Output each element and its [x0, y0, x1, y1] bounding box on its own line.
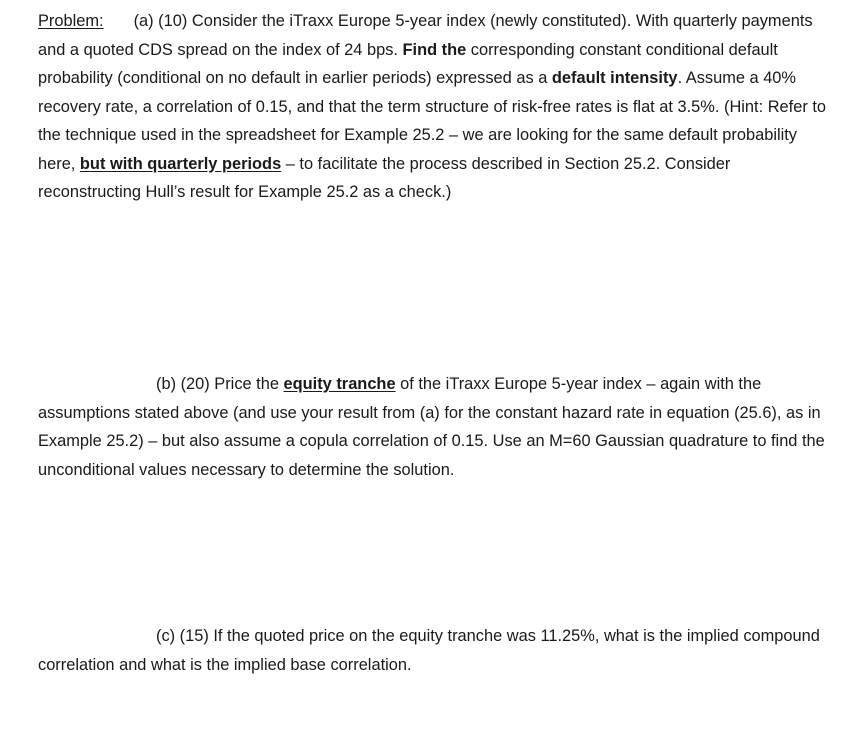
part-a-text-2: corresponding constant conditional default probability (conditional on no default in earlier periods) expressed as a	[38, 40, 778, 87]
problem-part-a	[38, 7, 828, 207]
part-b-bold-equity-tranche: equity tranche	[283, 375, 396, 393]
part-a-text-4: – to facilitate the process described in Section 25.2. Consider reconstructing Hull’s result for Example 25.2 as a check.)	[38, 154, 731, 201]
part-c-text-1: (c) (15) If the quoted price on the equity tranche was 11.25%, what is the implied compound correlation and what is the implied base correlation.	[38, 627, 820, 674]
problem-part-b	[38, 370, 828, 484]
problem-label: Problem:	[38, 12, 104, 30]
part-a-bold-default-intensity: default intensity	[551, 69, 678, 87]
problem-part-c	[38, 622, 828, 679]
part-a-bold-quarterly-periods: but with quarterly periods	[79, 154, 282, 173]
part-a-text-1: (a) (10) Consider the iTraxx Europe 5-year index (newly constituted). With quarterly payments and a quoted CDS spread on the index of 24 bps.	[38, 12, 813, 59]
part-b-text-1: (b) (20) Price the	[156, 375, 284, 393]
part-b-text-2: of the iTraxx Europe 5-year index – again with the assumptions stated above (and use your result from (a) for the constant hazard rate in equation (25.6), as in Example 25.2) – but also assume a copula correlation of 0.15. Use an M=60 Gaussian quadrature to find the unconditional values necessary to determine the solution.	[38, 375, 825, 479]
part-a-bold-find: Find the	[402, 40, 467, 59]
part-a-text-3: . Assume a 40% recovery rate, a correlation of 0.15, and that the term structure of risk-free rates is flat at 3.5%. (Hint: Refer to the technique used in the spreadsheet for Example 25.2 – we are looking for the same default probability here,	[38, 69, 826, 173]
